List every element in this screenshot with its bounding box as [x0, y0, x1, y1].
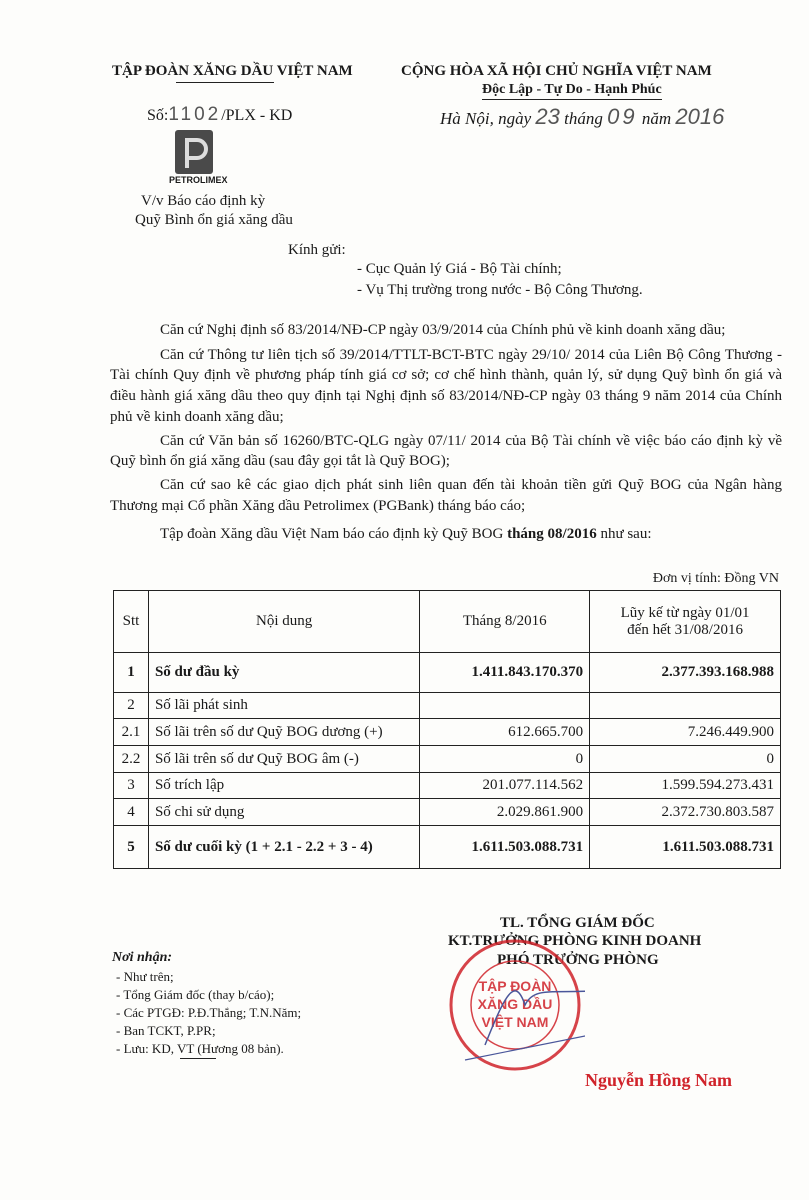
header-cumulative: Lũy kế từ ngày 01/01 đến hết 31/08/2016	[590, 591, 781, 653]
company-stamp	[445, 935, 585, 1080]
row-stt: 2	[114, 693, 149, 719]
distribution-label: Nơi nhận:	[112, 950, 173, 965]
row-cumulative: 1.599.594.273.431	[590, 773, 781, 799]
row-content: Số dư cuối kỳ (1 + 2.1 - 2.2 + 3 - 4)	[148, 826, 419, 869]
doc-number: Số:1102/PLX - KD	[147, 104, 293, 125]
svg-text:TẬP ĐOÀN: TẬP ĐOÀN	[478, 978, 552, 994]
subject-line: Quỹ Bình ổn giá xăng dầu	[135, 212, 293, 228]
country-name: CỘNG HÒA XÃ HỘI CHỦ NGHĨA VIỆT NAM	[401, 63, 712, 79]
table-row	[114, 719, 781, 746]
recipient: - Cục Quản lý Giá - Bộ Tài chính;	[357, 261, 562, 277]
row-month: 201.077.114.562	[420, 773, 590, 799]
row-stt: 2.1	[114, 719, 149, 746]
row-content: Số lãi trên số dư Quỹ BOG âm (-)	[148, 746, 419, 773]
row-stt: 2.2	[114, 746, 149, 773]
org-name: TẬP ĐOÀN XĂNG DẦU VIỆT NAM	[112, 63, 353, 79]
paragraph: Căn cứ sao kê các giao dịch phát sinh liên quan đến tài khoản tiền gửi Quỹ BOG của Ngân hàng Thương mại Cổ phần Xăng dầu Petrolimex (PGBank) tháng báo cáo;	[110, 476, 782, 514]
divider	[176, 82, 274, 83]
row-stt: 1	[114, 653, 149, 693]
distribution-item: - Lưu: KD, VT (Hương 08 bản).	[116, 1041, 284, 1056]
petrolimex-logo	[175, 130, 213, 179]
logo-text: PETROLIMEX	[169, 175, 228, 185]
row-stt: 5	[114, 826, 149, 869]
distribution-list	[116, 968, 301, 1058]
row-cumulative: 7.246.449.900	[590, 719, 781, 746]
recipient: - Vụ Thị trường trong nước - Bộ Công Thương.	[357, 282, 643, 298]
row-cumulative: 2.377.393.168.988	[590, 653, 781, 693]
row-cumulative: 2.372.730.803.587	[590, 799, 781, 826]
table-row	[114, 773, 781, 799]
row-cumulative: 0	[590, 746, 781, 773]
row-stt: 3	[114, 773, 149, 799]
recipients-label: Kính gửi:	[288, 242, 346, 258]
unit-label: Đơn vị tính: Đồng VN	[652, 571, 779, 586]
distribution-item: - Tổng Giám đốc (thay b/cáo);	[116, 987, 275, 1002]
row-content: Số dư đầu kỳ	[148, 653, 419, 693]
table-row	[114, 826, 781, 869]
paragraph: Căn cứ Văn bản số 16260/BTC-QLG ngày 07/11/ 2014 của Bộ Tài chính về việc báo cáo định kỳ về Quỹ bình ổn giá xăng dầu (sau đây gọi tắt là Quỹ BOG);	[110, 432, 782, 470]
row-month	[420, 693, 590, 719]
header-content: Nội dung	[148, 591, 419, 653]
paragraph: Căn cứ Thông tư liên tịch số 39/2014/TTLT-BCT-BTC ngày 29/10/ 2014 của Liên Bộ Công Thương - Tài chính Quy định về phương pháp tính giá cơ sở; cơ chế hình thành, quản lý, sử dụng Quỹ bình ổn giá và điều hành giá xăng dầu theo quy định tại Nghị định số 83/2014/NĐ-CP ngày 03 tháng 9 năm 2014 của Chính phủ về kinh doanh xăng dầu;	[110, 346, 782, 425]
paragraph: Căn cứ Nghị định số 83/2014/NĐ-CP ngày 03/9/2014 của Chính phủ về kinh doanh xăng dầu;	[160, 322, 726, 338]
bog-report-table	[113, 590, 781, 869]
table-row	[114, 653, 781, 693]
distribution-item: - Như trên;	[116, 969, 174, 984]
header-stt: Stt	[114, 591, 149, 653]
distribution-item: - Các PTGĐ: P.Đ.Thắng; T.N.Năm;	[116, 1005, 302, 1020]
row-content: Số lãi trên số dư Quỹ BOG dương (+)	[148, 719, 419, 746]
divider	[180, 1058, 216, 1059]
row-cumulative	[590, 693, 781, 719]
signature-title: KT.TRƯỞNG PHÒNG KINH DOANH	[448, 933, 702, 949]
row-month: 2.029.861.900	[420, 799, 590, 826]
row-content: Số chi sử dụng	[148, 799, 419, 826]
svg-text:VIỆT NAM: VIỆT NAM	[481, 1014, 549, 1030]
table-row	[114, 799, 781, 826]
table-row	[114, 693, 781, 719]
row-stt: 4	[114, 799, 149, 826]
distribution-item: - Ban TCKT, P.PR;	[116, 1023, 216, 1038]
table-row	[114, 746, 781, 773]
row-month: 612.665.700	[420, 719, 590, 746]
closing-paragraph: Tập đoàn Xăng dầu Việt Nam báo cáo định kỳ Quỹ BOG tháng 08/2016 như sau:	[160, 526, 652, 543]
row-content: Số trích lập	[148, 773, 419, 799]
signature-title: TL. TỔNG GIÁM ĐỐC	[500, 915, 655, 931]
header-month: Tháng 8/2016	[420, 591, 590, 653]
row-cumulative: 1.611.503.088.731	[590, 826, 781, 869]
svg-text:XĂNG DẦU: XĂNG DẦU	[477, 996, 553, 1012]
date-line: Hà Nội, ngày 23 tháng 09 năm 2016	[440, 104, 725, 129]
row-content: Số lãi phát sinh	[148, 693, 419, 719]
motto: Độc Lập - Tự Do - Hạnh Phúc	[482, 82, 662, 100]
signer-name: Nguyễn Hồng Nam	[585, 1070, 733, 1090]
row-month: 1.411.843.170.370	[420, 653, 590, 693]
subject-line: V/v Báo cáo định kỳ	[141, 193, 266, 209]
table-header-row	[114, 591, 781, 653]
body-paragraphs	[110, 320, 782, 545]
row-month: 1.611.503.088.731	[420, 826, 590, 869]
row-month: 0	[420, 746, 590, 773]
signature-title: PHÓ TRƯỞNG PHÒNG	[497, 952, 659, 968]
